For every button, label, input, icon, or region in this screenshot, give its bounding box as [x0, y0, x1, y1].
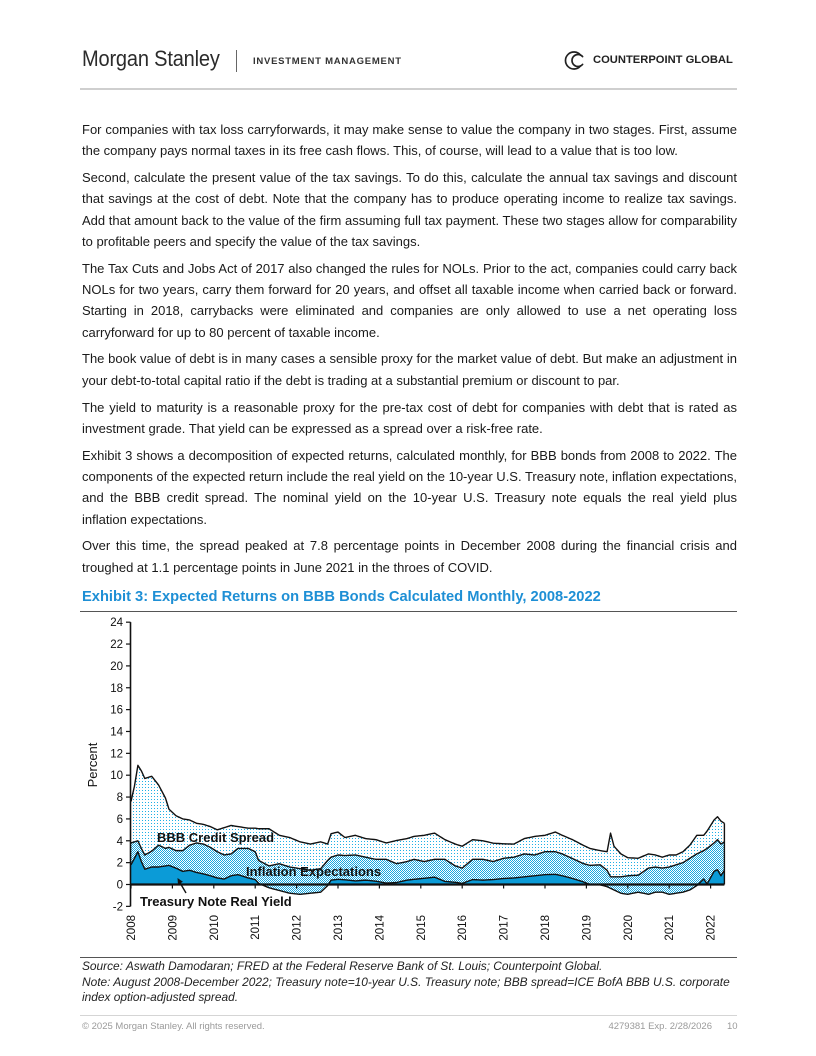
y-tick-label: -2	[112, 901, 123, 914]
header-divider	[236, 50, 237, 72]
x-tick-label: 2019	[581, 915, 594, 941]
body-paragraph: For companies with tax loss carryforwards, it may make sense to value the company in two stages. First, assume the company pays normal taxes in its free cash flows. This, of course, will lead to a value that is too low.	[82, 122, 737, 159]
y-tick-label: 8	[116, 792, 123, 805]
exhibit-source: Source: Aswath Damodaran; FRED at the Federal Reserve Bank of St. Louis; Counterpoint Global.	[82, 959, 603, 973]
footer-copyright: © 2025 Morgan Stanley. All rights reserved.	[82, 1021, 265, 1032]
x-tick-label: 2011	[250, 915, 263, 940]
x-tick-label: 2022	[705, 915, 718, 941]
x-tick-label: 2015	[415, 915, 428, 941]
y-tick-label: 18	[110, 682, 123, 695]
x-tick-label: 2010	[208, 915, 221, 941]
y-tick-label: 14	[110, 726, 123, 739]
counterpoint-global-logo: COUNTERPOINT GLOBAL	[593, 54, 733, 66]
body-text	[82, 119, 737, 583]
y-tick-label: 12	[110, 748, 123, 761]
y-tick-label: 4	[116, 835, 123, 848]
footer-rule	[80, 1015, 737, 1016]
annotation-label-bbb-credit-spread: BBB Credit Spread	[157, 830, 275, 845]
exhibit-source-notes	[82, 959, 742, 1006]
expected-returns-chart	[0, 612, 816, 956]
y-tick-label: 2	[116, 857, 123, 870]
x-tick-label: 2020	[622, 915, 635, 941]
footer-document-id: 4279381 Exp. 2/28/2026	[608, 1021, 712, 1032]
y-tick-label: 24	[110, 617, 123, 630]
x-tick-label: 2012	[291, 915, 304, 941]
counterpoint-logo-icon	[564, 50, 590, 71]
x-tick-label: 2009	[167, 915, 180, 941]
x-tick-label: 2016	[457, 915, 470, 941]
division-label: INVESTMENT MANAGEMENT	[253, 56, 402, 67]
source-rule	[80, 957, 737, 958]
exhibit-title: Exhibit 3: Expected Returns on BBB Bonds Calculated Monthly, 2008-2022	[82, 589, 601, 605]
body-paragraph: The yield to maturity is a reasonable proxy for the pre-tax cost of debt for companies with debt that is rated as investment grade. That yield can be expressed as a spread over a risk-free rate.	[82, 399, 737, 436]
y-tick-label: 20	[110, 660, 123, 673]
x-tick-label: 2014	[374, 915, 387, 941]
page-number: 10	[727, 1021, 738, 1032]
annotation-label-inflation-expectations: Inflation Expectations	[246, 864, 382, 879]
body-paragraph: The book value of debt is in many cases a sensible proxy for the market value of debt. But make an adjustment in your debt-to-total capital ratio if the debt is trading at a substantial premium or discount to par.	[82, 351, 737, 388]
annotation-label-treasury-note-real-yield: Treasury Note Real Yield	[140, 894, 292, 909]
x-tick-label: 2021	[664, 915, 677, 941]
morgan-stanley-logo: Morgan Stanley	[82, 46, 220, 71]
y-tick-label: 22	[110, 639, 123, 652]
body-paragraph: Over this time, the spread peaked at 7.8 percentage points in December 2008 during the financial crisis and troughed at 1.1 percentage points in June 2021 in the throes of COVID.	[82, 538, 737, 575]
x-tick-label: 2008	[126, 915, 138, 941]
y-tick-label: 16	[110, 704, 123, 717]
exhibit-note: Note: August 2008-December 2022; Treasury note=10-year U.S. Treasury note; BBB spread=ICE BofA BBB U.S. corporate index option-adjusted spread.	[82, 974, 730, 1004]
body-paragraph: Second, calculate the present value of the tax savings. To do this, calculate the annual tax savings and discount that savings at the cost of debt. Note that the company has to produce operating income to realize tax savings. Add that amount back to the value of the firm assuming full tax payment. These two stages allow for comparability to profitable peers and specify the value of the tax savings.	[82, 170, 737, 249]
x-tick-label: 2013	[333, 915, 345, 941]
body-paragraph: Exhibit 3 shows a decomposition of expected returns, calculated monthly, for BBB bonds from 2008 to 2022. The components of the expected return include the real yield on the 10-year U.S. Treasury note, inflation expectations, and the BBB credit spread. The nominal yield on the 10-year U.S. Treasury note equals the real yield plus inflation expectations.	[82, 447, 737, 527]
body-paragraph: The Tax Cuts and Jobs Act of 2017 also changed the rules for NOLs. Prior to the act, companies could carry back NOLs for two years, carry them forward for 20 years, and offset all taxable income when carried back or forward. Starting in 2018, carrybacks were eliminated and companies are only allowed to use a net operating loss carryforward for up to 80 percent of taxable income.	[82, 260, 737, 340]
y-axis-label: Percent	[85, 742, 100, 788]
header-rule	[80, 88, 737, 90]
y-tick-label: 0	[116, 879, 123, 892]
y-tick-label: 6	[116, 813, 123, 826]
y-tick-label: 10	[110, 770, 123, 783]
x-tick-label: 2018	[540, 915, 552, 941]
x-tick-label: 2017	[498, 915, 511, 941]
